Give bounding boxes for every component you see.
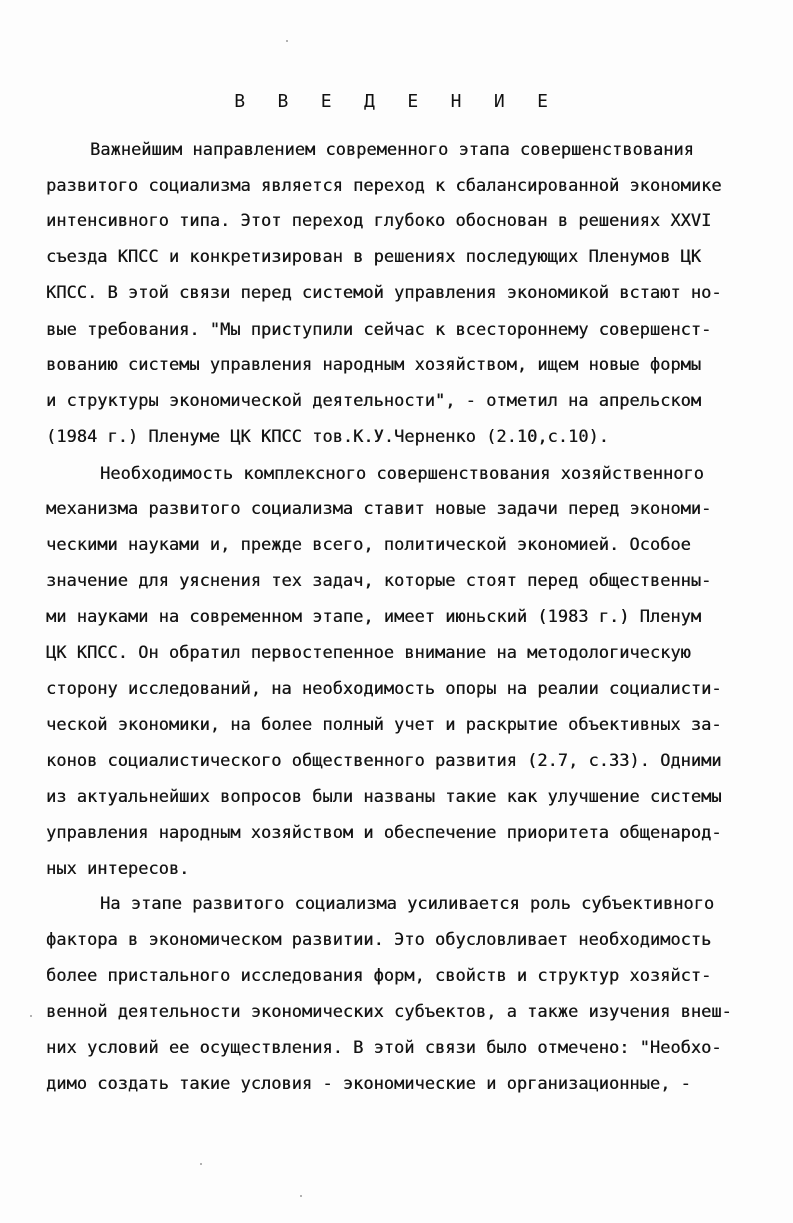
paragraph-1-line-5: КПСС. В этой связи перед системой управления экономикой встают но-: [46, 283, 722, 303]
paragraph-2-line-11: управления народным хозяйством и обеспечение приоритета общенарод-: [46, 823, 722, 843]
paragraph-2-line-6: ЦК КПСС. Он обратил первостепенное внимание на методологическую: [46, 643, 691, 663]
paragraph-3-line-5: них условий ее осуществления. В этой связи было отмечено: "Необхо-: [46, 1038, 722, 1058]
paragraph-2-line-2: механизма развитого социализма ставит новые задачи перед экономи-: [46, 499, 712, 519]
paragraph-2-line-7: сторону исследований, на необходимость опоры на реалии социалисти-: [46, 679, 722, 699]
paragraph-1-line-7: вованию системы управления народным хозяйством, ищем новые формы: [46, 355, 702, 375]
paragraph-1-line-1: Важнейшим направлением современного этапа совершенствования: [90, 140, 694, 160]
paragraph-1-line-4: съезда КПСС и конкретизирован в решениях последующих Пленумов ЦК: [46, 247, 702, 267]
paragraph-2-line-5: ми науками на современном этапе, имеет июньский (1983 г.) Пленум: [46, 607, 702, 627]
scan-speck: [300, 1195, 302, 1197]
paragraph-2-line-8: ческой экономики, на более полный учет и раскрытие объективных за-: [46, 715, 722, 735]
paragraph-1-line-2: развитого социализма является переход к сбалансированной экономике: [46, 176, 722, 196]
paragraph-2-line-1: Необходимость комплексного совершенствования хозяйственного: [100, 464, 704, 484]
paragraph-3-line-1: На этапе развитого социализма усиливается роль субъективного: [100, 894, 715, 914]
paragraph-1-line-6: вые требования. "Мы приступили сейчас к всестороннему совершенст-: [46, 320, 712, 340]
paragraph-1-line-8: и структуры экономической деятельности", - отметил на апрельском: [46, 391, 702, 411]
paragraph-3-line-3: более пристального исследования форм, свойств и структур хозяйст-: [46, 966, 712, 986]
paragraph-1-line-3: интенсивного типа. Этот переход глубоко обоснован в решениях XXVI: [46, 211, 712, 231]
paragraph-3-line-6: димо создать такие условия - экономические и организационные, -: [46, 1074, 691, 1094]
paragraph-2-line-10: из актуальнейших вопросов были названы такие как улучшение системы: [46, 787, 722, 807]
paragraph-2-line-9: конов социалистического общественного развития (2.7, с.33). Одними: [46, 751, 722, 771]
paragraph-2-line-3: ческими науками и, прежде всего, политической экономией. Особое: [46, 535, 691, 555]
paragraph-3-line-2: фактора в экономическом развитии. Это обусловливает необходимость: [46, 930, 712, 950]
paragraph-1-line-9: (1984 г.) Пленуме ЦК КПСС тов.К.У.Черненко (2.10,с.10).: [46, 427, 609, 447]
page-title: В В Е Д Е Н И Е: [234, 91, 559, 112]
scan-speck: [286, 40, 288, 42]
paragraph-2-line-12: ных интересов.: [46, 859, 190, 879]
scan-speck: [200, 1163, 202, 1165]
paragraph-2-line-4: значение для уяснения тех задач, которые стоят перед общественны-: [46, 571, 712, 591]
scan-speck: [30, 1015, 32, 1017]
paragraph-3-line-4: венной деятельности экономических субъектов, а также изучения внеш-: [46, 1002, 732, 1022]
